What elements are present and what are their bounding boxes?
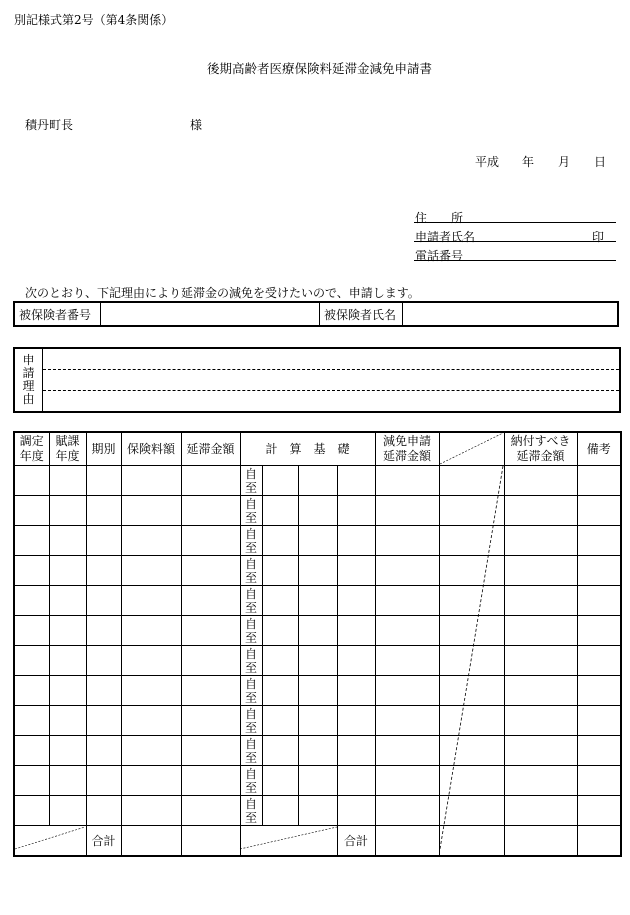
premium-cell[interactable] [121, 466, 181, 496]
assessment-year-cell[interactable] [14, 466, 49, 496]
basis-cell[interactable] [298, 496, 337, 526]
seal-mark: 印 [592, 230, 605, 244]
assessment-year-cell[interactable] [14, 796, 49, 826]
table-row [14, 706, 621, 736]
period-cell[interactable] [86, 616, 121, 646]
levy-year-cell[interactable] [49, 526, 86, 556]
remarks-cell[interactable] [577, 526, 621, 556]
date-month: 月 [558, 155, 571, 169]
period-cell[interactable] [86, 466, 121, 496]
blank-cell [439, 496, 504, 526]
basis-cell[interactable] [298, 556, 337, 586]
basis-cell[interactable] [262, 706, 298, 736]
payable-cell[interactable] [504, 676, 577, 706]
header-assessment-year: 調定 年度 [14, 432, 49, 466]
total-late-fee-cell[interactable] [181, 826, 240, 857]
premium-cell[interactable] [121, 496, 181, 526]
basis-cell[interactable] [262, 496, 298, 526]
from-to-label: 自 至 [240, 496, 262, 526]
header-payable-amount: 納付すべき 延滞金額 [504, 432, 577, 466]
remarks-cell[interactable] [577, 796, 621, 826]
total-blank-cell [439, 826, 504, 857]
reduction-cell[interactable] [375, 526, 439, 556]
from-to-label: 自 至 [240, 766, 262, 796]
basis-cell[interactable] [262, 526, 298, 556]
table-row [14, 796, 621, 826]
payable-cell[interactable] [504, 646, 577, 676]
basis-cell[interactable] [337, 526, 375, 556]
late-fee-cell[interactable] [181, 496, 240, 526]
form-reference: 別記様式第2号（第4条関係） [14, 13, 174, 27]
remarks-cell[interactable] [577, 556, 621, 586]
levy-year-cell[interactable] [49, 766, 86, 796]
blank-cell [439, 526, 504, 556]
table-row [14, 646, 621, 676]
assessment-year-cell[interactable] [14, 586, 49, 616]
late-fee-cell[interactable] [181, 586, 240, 616]
reason-label: 申 請 理 由 [15, 349, 43, 411]
reduction-cell[interactable] [375, 706, 439, 736]
basis-cell[interactable] [298, 586, 337, 616]
basis-cell[interactable] [337, 466, 375, 496]
period-cell[interactable] [86, 586, 121, 616]
basis-cell[interactable] [298, 676, 337, 706]
levy-year-cell[interactable] [49, 496, 86, 526]
basis-cell[interactable] [262, 766, 298, 796]
basis-cell[interactable] [298, 466, 337, 496]
late-fee-cell[interactable] [181, 736, 240, 766]
remarks-cell[interactable] [577, 766, 621, 796]
period-cell[interactable] [86, 706, 121, 736]
date-day: 日 [594, 155, 607, 169]
total-premium-cell[interactable] [121, 826, 181, 857]
assessment-year-cell[interactable] [14, 616, 49, 646]
applicant-name-label: 申請者氏名 [415, 230, 476, 244]
basis-cell[interactable] [262, 556, 298, 586]
levy-year-cell[interactable] [49, 796, 86, 826]
reason-box [13, 347, 621, 413]
late-fee-cell[interactable] [181, 796, 240, 826]
header-reduction-amount: 減免申請 延滞金額 [375, 432, 439, 466]
payable-cell[interactable] [504, 766, 577, 796]
basis-cell[interactable] [337, 496, 375, 526]
insured-name-label: 被保険者氏名 [320, 302, 403, 326]
reduction-cell[interactable] [375, 736, 439, 766]
table-row [14, 526, 621, 556]
premium-cell[interactable] [121, 676, 181, 706]
late-fee-cell[interactable] [181, 466, 240, 496]
period-cell[interactable] [86, 496, 121, 526]
total-payable-cell[interactable] [504, 826, 577, 857]
late-fee-cell[interactable] [181, 676, 240, 706]
basis-cell[interactable] [262, 646, 298, 676]
premium-cell[interactable] [121, 646, 181, 676]
reduction-cell[interactable] [375, 586, 439, 616]
table-row [14, 616, 621, 646]
reason-line[interactable] [43, 390, 619, 391]
phone-line[interactable] [414, 260, 616, 261]
from-to-label: 自 至 [240, 616, 262, 646]
blank-cell [439, 556, 504, 586]
late-fee-table [13, 431, 622, 857]
table-row [14, 556, 621, 586]
header-late-fee: 延滞金額 [181, 432, 240, 466]
date-era: 平成 [475, 155, 500, 169]
premium-cell[interactable] [121, 556, 181, 586]
period-cell[interactable] [86, 556, 121, 586]
table-row [14, 586, 621, 616]
basis-cell[interactable] [337, 676, 375, 706]
remarks-cell[interactable] [577, 586, 621, 616]
from-to-label: 自 至 [240, 586, 262, 616]
payable-cell[interactable] [504, 526, 577, 556]
remarks-cell[interactable] [577, 736, 621, 766]
insured-name-field[interactable] [403, 302, 619, 326]
total-basis-blank [240, 826, 337, 857]
payable-cell[interactable] [504, 586, 577, 616]
basis-cell[interactable] [298, 766, 337, 796]
blank-cell [439, 586, 504, 616]
premium-cell[interactable] [121, 526, 181, 556]
assessment-year-cell[interactable] [14, 556, 49, 586]
table-row [14, 766, 621, 796]
basis-cell[interactable] [262, 676, 298, 706]
table-row [14, 466, 621, 496]
from-to-label: 自 至 [240, 466, 262, 496]
assessment-year-cell[interactable] [14, 736, 49, 766]
premium-cell[interactable] [121, 706, 181, 736]
blank-cell [439, 706, 504, 736]
payable-cell[interactable] [504, 706, 577, 736]
header-levy-year: 賦課 年度 [49, 432, 86, 466]
total-label: 合計 [86, 826, 121, 857]
basis-cell[interactable] [337, 646, 375, 676]
payable-cell[interactable] [504, 496, 577, 526]
late-fee-cell[interactable] [181, 616, 240, 646]
levy-year-cell[interactable] [49, 736, 86, 766]
basis-cell[interactable] [298, 526, 337, 556]
blank-cell [439, 466, 504, 496]
phone-label: 電話番号 [415, 249, 464, 263]
basis-cell[interactable] [262, 616, 298, 646]
payable-cell[interactable] [504, 616, 577, 646]
basis-cell[interactable] [337, 616, 375, 646]
assessment-year-cell[interactable] [14, 646, 49, 676]
assessment-year-cell[interactable] [14, 526, 49, 556]
assessment-year-cell[interactable] [14, 766, 49, 796]
from-to-label: 自 至 [240, 646, 262, 676]
basis-cell[interactable] [337, 706, 375, 736]
reduction-cell[interactable] [375, 766, 439, 796]
assessment-year-cell[interactable] [14, 496, 49, 526]
reason-line[interactable] [43, 369, 619, 370]
payable-cell[interactable] [504, 736, 577, 766]
total-reduction-cell[interactable] [375, 826, 439, 857]
header-period: 期別 [86, 432, 121, 466]
basis-cell[interactable] [262, 736, 298, 766]
table-row [14, 736, 621, 766]
insured-person-table [13, 301, 619, 327]
basis-cell[interactable] [298, 706, 337, 736]
basis-cell[interactable] [298, 646, 337, 676]
from-to-label: 自 至 [240, 556, 262, 586]
basis-cell[interactable] [337, 736, 375, 766]
payable-cell[interactable] [504, 796, 577, 826]
header-blank [439, 432, 504, 466]
reduction-cell[interactable] [375, 676, 439, 706]
late-fee-cell[interactable] [181, 646, 240, 676]
from-to-label: 自 至 [240, 706, 262, 736]
remarks-cell[interactable] [577, 466, 621, 496]
period-cell[interactable] [86, 736, 121, 766]
reduction-cell[interactable] [375, 556, 439, 586]
addressee: 積丹町長 [25, 118, 74, 132]
basis-cell[interactable] [337, 556, 375, 586]
payable-cell[interactable] [504, 556, 577, 586]
from-to-label: 自 至 [240, 526, 262, 556]
levy-year-cell[interactable] [49, 616, 86, 646]
remarks-cell[interactable] [577, 706, 621, 736]
premium-cell[interactable] [121, 586, 181, 616]
reduction-cell[interactable] [375, 646, 439, 676]
levy-year-cell[interactable] [49, 466, 86, 496]
payable-cell[interactable] [504, 466, 577, 496]
levy-year-cell[interactable] [49, 586, 86, 616]
header-remarks: 備考 [577, 432, 621, 466]
period-cell[interactable] [86, 676, 121, 706]
premium-cell[interactable] [121, 736, 181, 766]
basis-cell[interactable] [262, 796, 298, 826]
blank-cell [439, 736, 504, 766]
reduction-cell[interactable] [375, 466, 439, 496]
period-cell[interactable] [86, 646, 121, 676]
basis-cell[interactable] [298, 616, 337, 646]
period-cell[interactable] [86, 766, 121, 796]
blank-cell [439, 796, 504, 826]
reduction-cell[interactable] [375, 496, 439, 526]
premium-cell[interactable] [121, 616, 181, 646]
total-row [14, 826, 621, 857]
table-row [14, 496, 621, 526]
remarks-cell[interactable] [577, 496, 621, 526]
blank-cell [439, 766, 504, 796]
basis-cell[interactable] [262, 466, 298, 496]
remarks-cell[interactable] [577, 676, 621, 706]
reduction-cell[interactable] [375, 796, 439, 826]
basis-cell[interactable] [298, 796, 337, 826]
blank-cell [439, 646, 504, 676]
total-label: 合計 [337, 826, 375, 857]
late-fee-cell[interactable] [181, 526, 240, 556]
basis-cell[interactable] [337, 766, 375, 796]
blank-cell [439, 676, 504, 706]
insured-number-field[interactable] [101, 302, 320, 326]
from-to-label: 自 至 [240, 796, 262, 826]
levy-year-cell[interactable] [49, 676, 86, 706]
remarks-cell[interactable] [577, 616, 621, 646]
page-title: 後期高齢者医療保険料延滞金減免申請書 [207, 61, 433, 76]
blank-cell [439, 616, 504, 646]
late-fee-cell[interactable] [181, 766, 240, 796]
levy-year-cell[interactable] [49, 556, 86, 586]
from-to-label: 自 至 [240, 736, 262, 766]
insured-number-label: 被保険者番号 [14, 302, 101, 326]
table-row [14, 676, 621, 706]
reduction-cell[interactable] [375, 616, 439, 646]
assessment-year-cell[interactable] [14, 706, 49, 736]
basis-cell[interactable] [337, 796, 375, 826]
remarks-cell[interactable] [577, 646, 621, 676]
period-cell[interactable] [86, 796, 121, 826]
levy-year-cell[interactable] [49, 706, 86, 736]
period-cell[interactable] [86, 526, 121, 556]
address-label: 住 所 [415, 211, 464, 225]
assessment-year-cell[interactable] [14, 676, 49, 706]
address-line[interactable] [414, 222, 616, 223]
late-fee-cell[interactable] [181, 556, 240, 586]
premium-cell[interactable] [121, 796, 181, 826]
application-statement: 次のとおり、下記理由により延滞金の減免を受けたいので、申請します。 [25, 286, 420, 300]
from-to-label: 自 至 [240, 676, 262, 706]
applicant-name-line[interactable] [414, 241, 616, 242]
addressee-honorific: 様 [190, 118, 203, 132]
total-remarks-cell[interactable] [577, 826, 621, 857]
basis-cell[interactable] [262, 586, 298, 616]
header-premium: 保険料額 [121, 432, 181, 466]
levy-year-cell[interactable] [49, 646, 86, 676]
total-blank [14, 826, 86, 857]
header-calculation-basis: 計 算 基 礎 [240, 432, 375, 466]
basis-cell[interactable] [298, 736, 337, 766]
late-fee-cell[interactable] [181, 706, 240, 736]
basis-cell[interactable] [337, 586, 375, 616]
date-year: 年 [522, 155, 535, 169]
premium-cell[interactable] [121, 766, 181, 796]
